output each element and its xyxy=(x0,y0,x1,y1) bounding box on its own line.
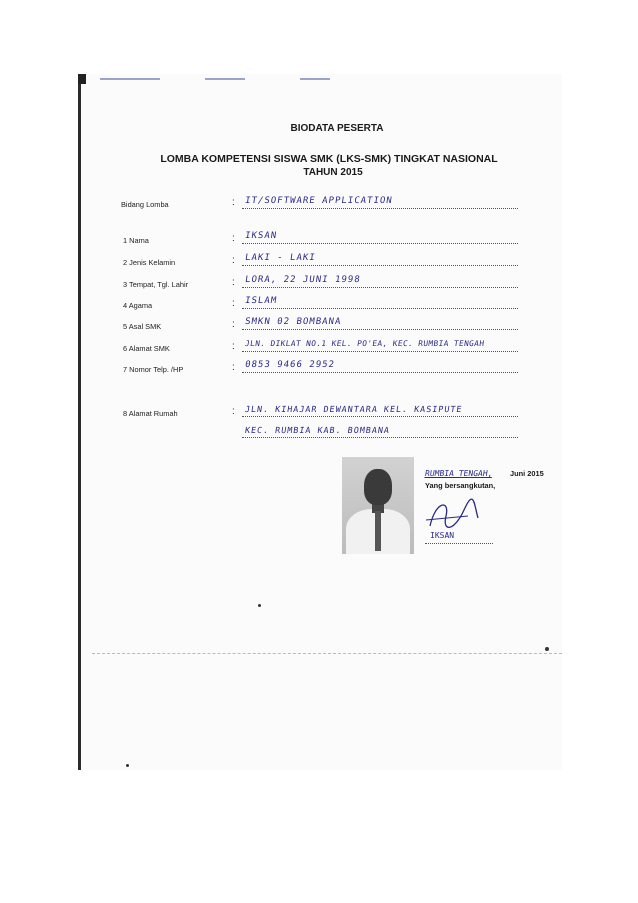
scan-speck xyxy=(545,647,549,651)
colon: : xyxy=(232,277,235,288)
document-year: TAHUN 2015 xyxy=(303,167,363,178)
scan-top-mark xyxy=(205,78,245,80)
field-underline xyxy=(242,243,518,244)
field-value-jenis-kelamin: LAKI - LAKI xyxy=(244,253,317,263)
scan-speck xyxy=(258,604,261,607)
field-label-nama: 1 Nama xyxy=(123,236,149,245)
signature-underline xyxy=(425,543,493,544)
field-label-alamat-smk: 6 Alamat SMK xyxy=(123,344,170,353)
field-label-jenis-kelamin: 2 Jenis Kelamin xyxy=(123,258,176,267)
field-value-alamat-smk: JLN. DIKLAT NO.1 KEL. PO'EA, KEC. RUMBIA TENGAH xyxy=(244,339,486,348)
field-underline xyxy=(242,437,518,438)
field-label-alamat-rumah: 8 Alamat Rumah xyxy=(123,409,178,418)
field-underline xyxy=(242,265,518,266)
field-underline xyxy=(242,372,518,373)
colon: : xyxy=(232,406,235,417)
scan-edge-line xyxy=(78,82,81,770)
bidang-lomba-label: Bidang Lomba xyxy=(121,200,169,209)
field-underline xyxy=(242,329,518,330)
field-value-nama: IKSAN xyxy=(244,231,278,241)
colon: : xyxy=(232,197,235,208)
document-subtitle: LOMBA KOMPETENSI SISWA SMK (LKS-SMK) TINGKAT NASIONAL xyxy=(160,153,498,165)
field-underline xyxy=(242,351,518,352)
colon: : xyxy=(232,298,235,309)
document-title: BIODATA PESERTA xyxy=(290,123,384,134)
scan-top-mark xyxy=(100,78,160,80)
field-label-nomor-telp: 7 Nomor Telp. /HP xyxy=(123,365,184,374)
signature-name: IKSAN xyxy=(430,531,455,540)
scan-speck xyxy=(126,764,129,767)
field-underline xyxy=(242,208,518,209)
field-value-tempat-tgl-lahir: LORA, 22 JUNI 1998 xyxy=(244,275,362,285)
colon: : xyxy=(232,341,235,352)
bidang-lomba-value: IT/SOFTWARE APPLICATION xyxy=(244,196,394,206)
handwritten-signature xyxy=(424,496,484,536)
field-value-alamat-rumah-line2: KEC. RUMBIA KAB. BOMBANA xyxy=(244,425,391,435)
field-value-asal-smk: SMKN 02 BOMBANA xyxy=(244,317,342,327)
colon: : xyxy=(232,255,235,266)
field-value-nomor-telp: 0853 9466 2952 xyxy=(244,360,336,370)
field-underline xyxy=(242,308,518,309)
signature-date: Juni 2015 xyxy=(510,469,544,478)
colon: : xyxy=(232,362,235,373)
colon: : xyxy=(232,233,235,244)
field-label-tempat-tgl-lahir: 3 Tempat, Tgl. Lahir xyxy=(123,280,189,289)
colon: : xyxy=(232,319,235,330)
field-underline xyxy=(242,287,518,288)
scan-corner-mark xyxy=(78,74,86,84)
participant-photo xyxy=(342,457,414,554)
field-value-agama: ISLAM xyxy=(244,296,278,306)
field-label-asal-smk: 5 Asal SMK xyxy=(123,322,162,331)
scan-fold-line xyxy=(92,653,562,654)
field-value-alamat-rumah: JLN. KIHAJAR DEWANTARA KEL. KASIPUTE xyxy=(244,404,464,414)
signature-caption: Yang bersangkutan, xyxy=(425,481,496,490)
signature-place: RUMBIA TENGAH, xyxy=(424,469,494,478)
field-label-agama: 4 Agama xyxy=(123,301,153,310)
scanned-page xyxy=(78,74,562,770)
field-underline xyxy=(242,416,518,417)
scan-top-mark xyxy=(300,78,330,80)
